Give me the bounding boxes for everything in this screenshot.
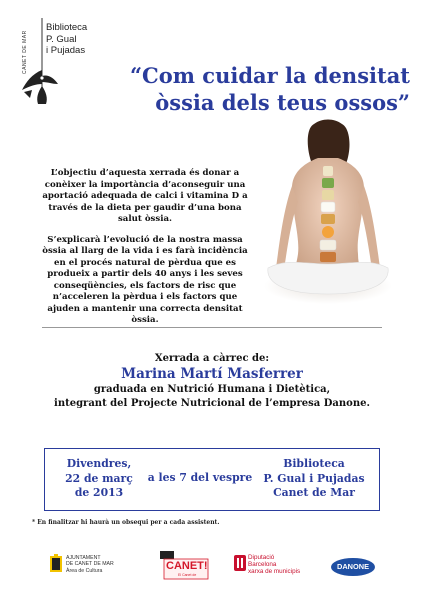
place-line: Canet de Mar bbox=[273, 486, 355, 499]
date-line: Divendres, bbox=[66, 457, 132, 470]
danone-wordmark: DANONE bbox=[336, 562, 370, 571]
gift-footnote: * En finalitzar hi haurà un obsequi per a cada assistent. bbox=[32, 519, 220, 526]
library-name-line: Biblioteca bbox=[46, 22, 88, 33]
date-line: de 2013 bbox=[74, 486, 124, 499]
talk-heading: Xerrada a càrrec de: bbox=[154, 353, 270, 364]
section-divider bbox=[42, 327, 382, 328]
library-name-line: P. Gual bbox=[46, 33, 77, 45]
diputacio-line: Diputació bbox=[248, 554, 275, 561]
date-line: 22 de març bbox=[65, 471, 133, 485]
intro-text bbox=[38, 168, 252, 336]
ajuntament-line: AJUNTAMENT bbox=[66, 555, 101, 561]
event-title bbox=[120, 62, 410, 116]
title-line: òssia dels teus ossos” bbox=[155, 90, 410, 115]
intro-paragraph: S’explicarà l’evolució de la nostra massa òssia al llarg de la vida i es farà incidència en el procés natural de pèrdua que es produeix a partir dels 40 anys i les seves conseqüències, els factors de risc que n’acceleren la pèrdua i els factors que ajuden a mantenir una correcta densitat òssia. bbox=[42, 234, 248, 325]
speaker-role-line: graduada en Nutrició Humana i Dietètica, bbox=[93, 384, 331, 395]
speaker-role bbox=[20, 383, 404, 411]
library-name bbox=[46, 22, 87, 57]
speaker-role-line: integrant del Projecte Nutricional de l’empresa Danone. bbox=[54, 398, 370, 409]
ajuntament-name bbox=[66, 555, 114, 574]
place-line: P. Gual i Pujadas bbox=[263, 471, 365, 485]
ajuntament-line: DE CANET DE MAR bbox=[66, 561, 114, 568]
talk-info bbox=[20, 352, 404, 411]
intro-paragraph: L’objectiu d’aquesta xerrada és donar a conèixer la importància d’aconseguir una aportació adequada de calci i vitamina D a través de la dieta per gaudir d’una bona salut òssia. bbox=[42, 168, 248, 224]
diputacio-line: xarxa de municipis bbox=[248, 567, 301, 575]
event-date bbox=[51, 457, 147, 501]
logo-caption: CANET DE MAR bbox=[22, 30, 28, 74]
speaker-name: Marina Martí Masferrer bbox=[121, 366, 303, 382]
event-details-box bbox=[44, 448, 380, 511]
diputacio-name bbox=[248, 555, 300, 575]
canet-wordmark: CANET! bbox=[166, 560, 208, 572]
title-line: “Com cuidar la densitat bbox=[129, 63, 410, 88]
place-line: Biblioteca bbox=[283, 457, 345, 470]
library-name-line: i Pujadas bbox=[46, 45, 86, 56]
woman-spine-food-illustration bbox=[262, 118, 394, 306]
event-place bbox=[253, 457, 375, 501]
diputacio-line: Barcelona bbox=[248, 560, 277, 568]
ajuntament-line: Àrea de Cultura bbox=[66, 567, 103, 574]
event-time: a les 7 del vespre bbox=[147, 471, 253, 484]
canet-subtitle: El Canet de bbox=[178, 573, 197, 577]
